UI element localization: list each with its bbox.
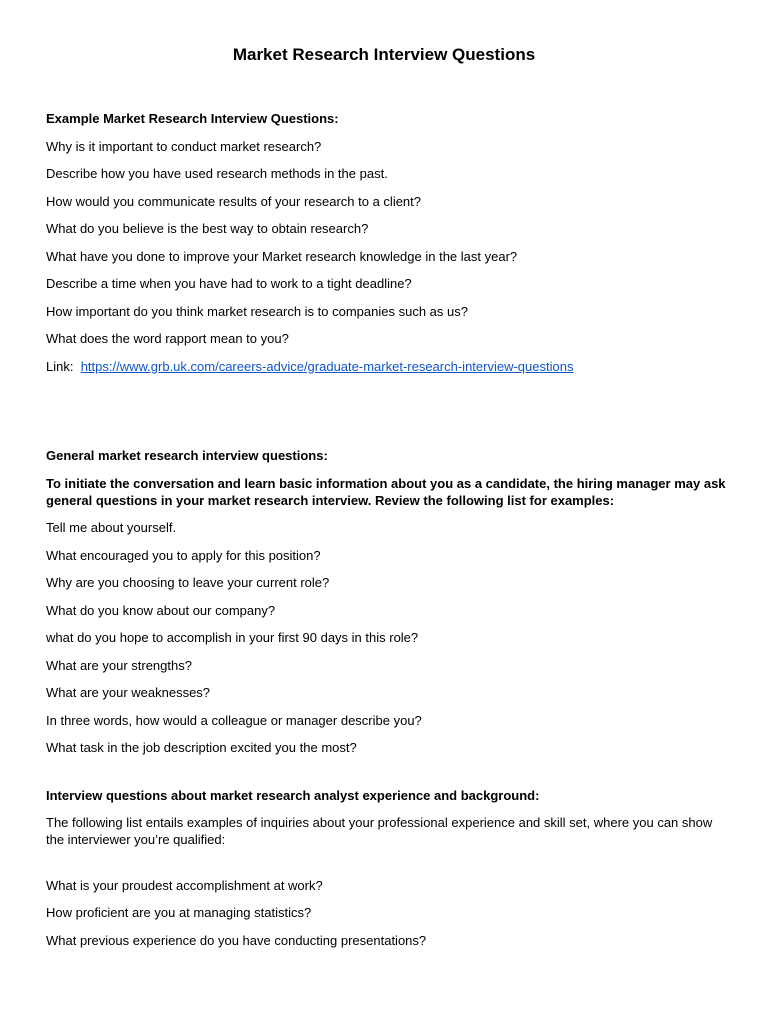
section-intro-experience: The following list entails examples of inquiries about your professional experience and skill set, where you can show the interviewer you’re qualified: [46,815,713,847]
spacer [46,385,726,447]
question-item: Describe how you have used research methods in the past. [46,166,388,181]
section-heading-general-questions: General market research interview questions: [46,448,328,463]
question-item: What are your strengths? [46,657,192,673]
question-item: Why is it important to conduct market research? [46,138,322,154]
question-item: How proficient are you at managing statistics? [46,905,312,920]
question-item: What task in the job description excited you the most? [46,740,357,755]
spacer [46,767,726,787]
section-heading-example-questions: Example Market Research Interview Questions: [46,111,339,126]
question-item: What is your proudest accomplishment at work? [46,877,323,893]
question-item: what do you hope to accomplish in your first 90 days in this role? [46,630,419,645]
link-line [46,358,726,375]
link-label: Link: [46,358,74,374]
question-item: Why are you choosing to leave your current role? [46,575,330,590]
question-item: What previous experience do you have conducting presentations? [46,932,427,948]
document-title: Market Research Interview Questions [232,45,536,64]
question-item: What have you done to improve your Market research knowledge in the last year? [46,248,518,264]
spacer [46,859,726,877]
section-intro-general: To initiate the conversation and learn basic information about you as a candidate, the hiring manager may ask general questions in your market research interview. Review the following list for examples: [46,475,726,508]
question-item: What encouraged you to apply for this position? [46,547,321,563]
question-item: In three words, how would a colleague or manager describe you? [46,712,422,728]
question-item: What does the word rapport mean to you? [46,331,289,346]
question-item: Tell me about yourself. [46,520,177,535]
section-heading-experience-questions: Interview questions about market research analyst experience and background: [46,787,540,803]
question-item: How important do you think market research is to companies such as us? [46,303,468,319]
question-item: What do you know about our company? [46,602,276,618]
document-body [46,110,726,959]
question-item: Describe a time when you have had to work to a tight deadline? [46,276,412,291]
question-item: How would you communicate results of your research to a client? [46,193,422,209]
question-item: What do you believe is the best way to obtain research? [46,221,369,236]
question-item: What are your weaknesses? [46,685,211,700]
source-link[interactable]: https://www.grb.uk.com/careers-advice/graduate-market-research-interview-questions [80,358,574,374]
